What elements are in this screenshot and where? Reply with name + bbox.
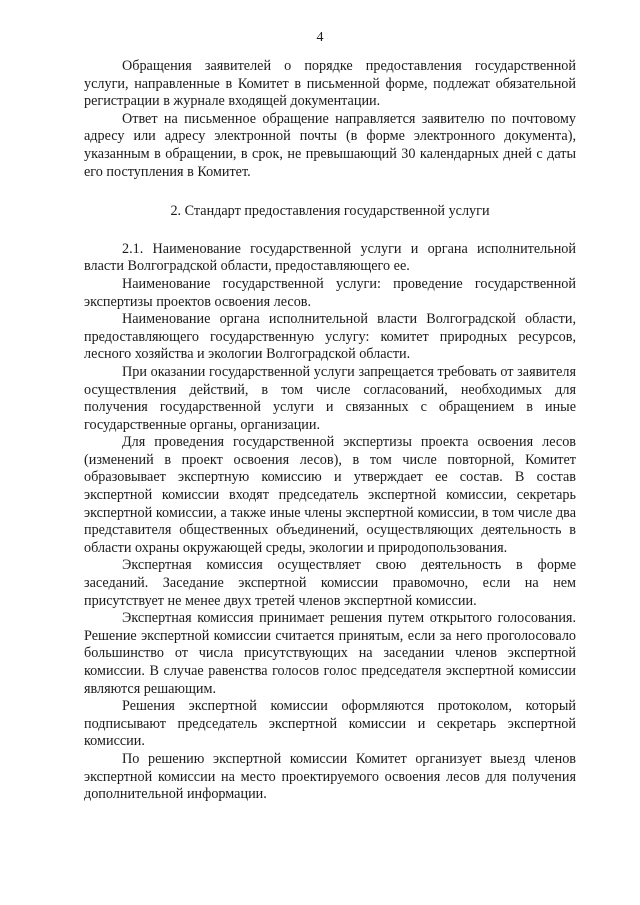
paragraph-protocol: Решения экспертной комиссии оформляются протоколом, который подписывают председатель экспертной комиссии и секретарь экспертной комиссии. [84,698,576,750]
paragraph-service-name: Наименование государственной услуги: проведение государственной экспертизы проектов освоения лесов. [84,275,576,310]
paragraph-site-visit: По решению экспертной комиссии Комитет организует выезд членов экспертной комиссии на место проектируемого освоения лесов для получения дополнительной информации. [84,750,576,803]
paragraph-authority-name: Наименование органа исполнительной власти Волгоградской области, предоставляющего государственную услугу: комитет природных ресурсов, лесного хозяйства и экологии Волгоградской области. [84,311,576,363]
paragraph-registration: Обращения заявителей о порядке предоставления государственной услуги, направленные в Комитет в письменной форме, подлежат обязательной регистрации в журнале входящей документации. [84,58,576,110]
paragraph-2-1: 2.1. Наименование государственной услуги и органа исполнительной власти Волгоградской области, предоставляющего ее. [84,240,576,275]
paragraph-commission-decisions: Экспертная комиссия принимает решения путем открытого голосования. Решение экспертной комиссии считается принятым, если за него проголосовало большинство от числа присутствующих на заседании членов экспертной комиссии. В случае равенства голосов голос председателя экспертной комиссии являются решающим. [84,610,576,697]
paragraph-commission-meetings: Экспертная комиссия осуществляет свою деятельность в форме заседаний. Заседание экспертной комиссии правомочно, если на нем присутствует не менее двух третей членов экспертной комиссии. [84,557,576,609]
document-body [84,58,576,804]
paragraph-response: Ответ на письменное обращение направляется заявителю по почтовому адресу или адресу электронной почты (в форме электронного документа), указанным в обращении, в срок, не превышающий 30 календарных дней с даты его поступления в Комитет. [84,110,576,180]
section-heading: 2. Стандарт предоставления государственной услуги [170,203,490,220]
paragraph-commission-formation: Для проведения государственной экспертизы проекта освоения лесов (изменений в проект освоения лесов), в том числе повторной, Комитет образовывает экспертную комиссию и утверждает ее состав. В состав экспертной комиссии входят председатель экспертной комиссии, секретарь экспертной комиссии, а также иные члены экспертной комиссии, в том числе два представителя общественных объединений, осуществляющих деятельность в области охраны окружающей среды, экологии и природопользования. [84,434,576,556]
paragraph-prohibition: При оказании государственной услуги запрещается требовать от заявителя осуществления действий, в том числе согласований, необходимых для получения государственной услуги и связанных с обращением в иные государственные органы, организации. [84,363,576,433]
page-number: 4 [316,30,324,45]
